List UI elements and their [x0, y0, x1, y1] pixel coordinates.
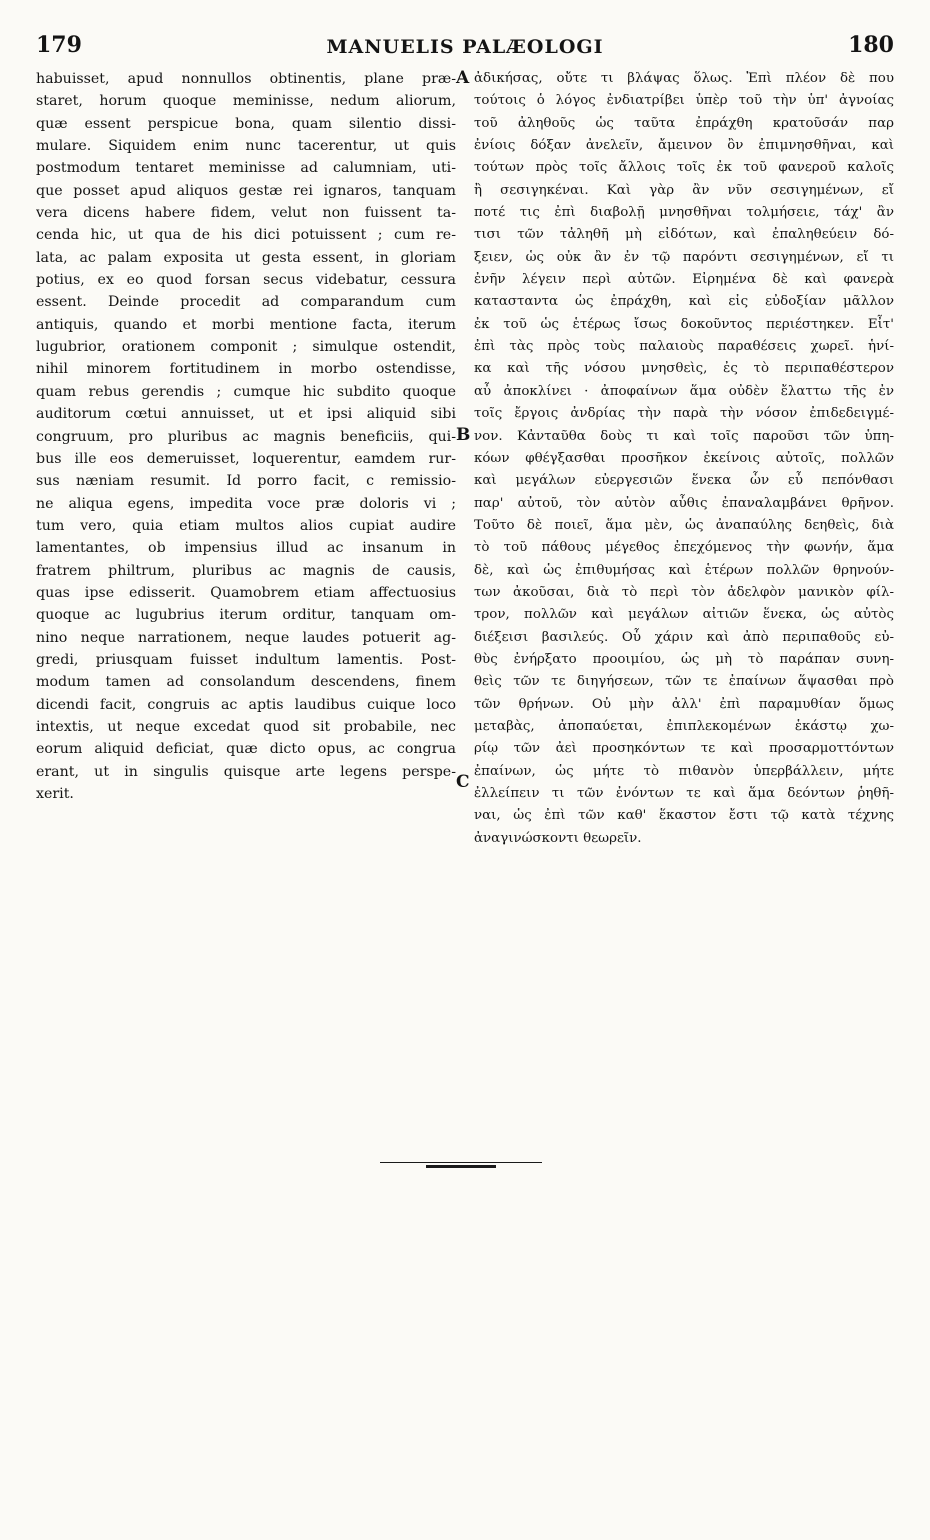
latin-text-line: sus næniam resumit. Id porro facit, c remissio-: [36, 473, 456, 490]
greek-text-line: Τοῦτο δὲ ποιεῖ, ἅμα μὲν, ὡς ἀναπαύλης δεηθεὶς, διὰ: [474, 517, 894, 533]
greek-text-line: παρ' αὐτοῦ, τὸν αὐτὸν αὖθις ἐπαναλαμβάνει θρῆνον.: [474, 495, 894, 511]
greek-text-line: ἀδικήσας, οὔτε τι βλάψας ὅλως. Ἐπὶ πλέον δὲ που: [474, 71, 894, 86]
latin-text-line: potius, ex eo quod forsan secus videbatur, cessura: [36, 272, 456, 289]
greek-text-line: τῶν θρήνων. Οὐ μὴν ἀλλ' ἐπὶ παραμυθίαν ὅμως: [474, 696, 894, 712]
latin-text-line: xerit.: [36, 786, 74, 802]
latin-text-line: quam rebus gerendis ; cumque hic subdito quoque: [36, 383, 456, 400]
greek-text-line: νον. Κἀνταῦθα δοὺς τι καὶ τοῖς παροῦσι τῶν ὑπη-: [474, 428, 894, 444]
greek-text-line: αὖ ἀποκλίνει · ἀποφαίνων ἅμα οὐδὲν ἔλαττω τῆς ἐν: [474, 383, 894, 399]
greek-text-line: των ἀκοῦσαι, διὰ τὸ περὶ τὸν ἀδελφὸν μανικὸν φίλ-: [474, 584, 894, 600]
latin-text-line: modum tamen ad consolandum descendens, finem: [36, 674, 456, 691]
greek-text-line: τὸ τοῦ πάθους μέγεθος ἐπεχόμενος τὴν φωνήν, ἅμα: [474, 540, 894, 556]
latin-text-line: cenda hic, ut qua de his dici potuissent ; cum re-: [36, 227, 456, 244]
greek-text-line: δὲ, καὶ ὡς ἐπιθυμήσας καὶ ἑτέρων πολλῶν θρηνούν-: [474, 562, 894, 578]
latin-text-line: lugubrior, orationem componit ; simulque ostendit,: [36, 339, 456, 356]
latin-text-line: erant, ut in singulis quisque arte legens perspe-: [36, 763, 456, 780]
latin-text-line: lata, ac palam exposita ut gesta essent, in gloriam: [36, 249, 456, 266]
page-number-right: 180: [848, 32, 894, 58]
latin-text-line: lamentantes, ob impensius illud ac insanum in: [36, 540, 456, 557]
greek-text-line: καὶ μεγάλων εὐεργεσιῶν ἕνεκα ὧν εὖ πεπόνθασι: [474, 473, 894, 489]
latin-text-line: quoque ac lugubrius iterum orditur, tanquam om-: [36, 607, 456, 624]
latin-text-line: postmodum tentaret meminisse ad calumniam, uti-: [36, 160, 456, 177]
greek-text-line: κόων φθέγξασθαι προσῆκον ἐκείνοις αὐτοῖς, πολλῶν: [474, 450, 894, 466]
greek-text-line: τοῖς ἔργοις ἀνδρίας τὴν παρὰ τὴν νόσον ἐπιδεδειγμέ-: [474, 406, 894, 422]
latin-text-line: tum vero, quia etiam multos alios cupiat audire: [36, 517, 456, 534]
greek-text-line: τρον, πολλῶν καὶ μεγάλων αἰτιῶν ἕνεκα, ὡς αὐτὸς: [474, 607, 894, 623]
latin-text-line: dicendi facit, congruis ac aptis laudibus cuique loco: [36, 696, 456, 713]
margin-marker-c: C: [456, 772, 470, 792]
latin-text-line: vera dicens habere fidem, velut non fuissent ta-: [36, 205, 456, 222]
latin-text-line: auditorum cœtui annuisset, ut et ipsi aliquid sibi: [36, 406, 456, 423]
greek-text-line: ἐπὶ τὰς πρὸς τοὺς παλαιοὺς παραθέσεις χωρεῖ. ἡνί-: [474, 339, 894, 355]
greek-text-line: ρίῳ τῶν ἀεὶ προσηκόντων τε καὶ προσαρμοττόντων: [474, 741, 894, 757]
greek-text-line: διέξεισι βασιλεύς. Οὗ χάριν καὶ ἀπὸ περιπαθοῦς εὐ-: [474, 629, 894, 645]
greek-text-line: ἐλλείπειν τι τῶν ἐνόντων τε καὶ ἅμα δεόντων ῥηθῆ-: [474, 786, 894, 801]
greek-text-line: ἐπαίνων, ὡς μήτε τὸ πιθανὸν ὑπερβάλλειν, μήτε: [474, 763, 894, 779]
latin-text-line: staret, horum quoque meminisse, nedum aliorum,: [36, 93, 456, 110]
latin-text-line: bus ille eos demeruisset, loquerentur, eamdem rur-: [36, 450, 456, 467]
greek-text-line: ἐκ τοῦ ὡς ἑτέρως ἴσως δοκοῦντος περιέστηκεν. Εἶτ': [474, 316, 894, 332]
latin-text-line: intextis, ut neque excedat quod sit probabile, nec: [36, 718, 456, 735]
greek-text-line: τισι τῶν τἀληθῆ μὴ εἰδότων, καὶ ἐπαληθεύειν δό-: [474, 227, 894, 243]
greek-text-line: μεταβὰς, ἀποπαύεται, ἐπιπλεκομένων ἑκάστῳ χω-: [474, 718, 894, 734]
latin-text-line: nino neque narrationem, neque laudes potuerit ag-: [36, 629, 456, 646]
latin-column: [36, 68, 456, 805]
greek-text-line: τούτοις ὁ λόγος ἐνδιατρίβει ὑπὲρ τοῦ τὴν ὑπ' ἀγνοίας: [474, 93, 894, 109]
margin-marker-b: B: [456, 425, 471, 445]
latin-text-line: nihil minorem fortitudinem in morbo ostendisse,: [36, 361, 456, 378]
greek-text-line: ναι, ὡς ἐπὶ τῶν καθ' ἕκαστον ἔστι τῷ κατὰ τέχνης: [474, 808, 894, 824]
latin-text-line: quæ essent perspicue bona, quam silentio dissi-: [36, 115, 456, 132]
greek-text-line: ἐνίοις δόξαν ἀνελεῖν, ἄμεινον ὂν ἐπιμνησθῆναι, καὶ: [474, 138, 894, 154]
margin-marker-a: A: [456, 68, 470, 88]
latin-text-line: congruum, pro pluribus ac magnis beneficiis, qui-: [36, 428, 456, 445]
greek-text-line: ἐνῆν λέγειν περὶ αὐτῶν. Εἰρημένα δὲ καὶ φανερὰ: [474, 272, 894, 288]
greek-text-line: ἀναγινώσκοντι θεωρεῖν.: [474, 830, 642, 846]
greek-text-line: κατασταντα ὡς ἐπράχθη, καὶ εἰς εὐδοξίαν μᾶλλον: [474, 294, 894, 310]
greek-text-line: ξειεν, ὡς οὐκ ἂν ἐν τῷ παρόντι σεσιγημένων, εἴ τι: [474, 249, 894, 265]
greek-text-line: ἢ σεσιγηκέναι. Καὶ γὰρ ἂν νῦν σεσιγημένων, εἴ: [474, 182, 894, 198]
latin-text-line: antiquis, quando et morbi mentione facta, iterum: [36, 316, 456, 333]
latin-text-line: mulare. Siquidem enim nunc tacerentur, ut quis: [36, 138, 456, 155]
greek-text-line: ποτέ τις ἐπὶ διαβολῇ μνησθῆναι τολμήσειε, τάχ' ἂν: [474, 205, 894, 221]
latin-text-line: habuisset, apud nonnullos obtinentis, plane præ-: [36, 71, 456, 87]
latin-text-line: gredi, priusquam fuisset indultum lamentis. Post-: [36, 651, 456, 668]
latin-text-line: essent. Deinde procedit ad comparandum cum: [36, 294, 456, 311]
running-header: [0, 30, 930, 66]
greek-text-line: τοῦ ἀληθοῦς ὡς ταῦτα ἐπράχθη κρατοῦσάν παρ: [474, 115, 894, 131]
greek-text-line: θὺς ἐνήρξατο προοιμίου, ὡς μὴ τὸ παράπαν συνη-: [474, 651, 894, 667]
greek-text-line: κα καὶ τῆς νόσου μνησθεὶς, ἐς τὸ περιπαθέστερον: [474, 361, 894, 377]
greek-column: [474, 68, 894, 850]
latin-text-line: eorum aliquid deficiat, quæ dicto opus, ac congrua: [36, 741, 456, 758]
greek-text-line: θεὶς τῶν τε διηγήσεων, τῶν τε ἐπαίνων ἅψασθαι πρὸ: [474, 674, 894, 690]
latin-text-line: ne aliqua egens, impedita voce præ doloris vi ;: [36, 495, 456, 512]
running-title: MANUELIS PALÆOLOGI: [326, 36, 604, 58]
page-number-left: 179: [36, 32, 82, 58]
end-ornament-rule: [380, 1162, 542, 1167]
greek-text-line: τούτων πρὸς τοῖς ἄλλοις τοῖς ἐκ τοῦ φανεροῦ καλοῖς: [474, 160, 894, 176]
latin-text-line: que posset apud aliquos gestæ rei ignaros, tanquam: [36, 182, 456, 199]
latin-text-line: quas ipse edisserit. Quamobrem etiam affectuosius: [36, 584, 456, 601]
latin-text-line: fratrem philtrum, pluribus ac magnis de causis,: [36, 562, 456, 579]
